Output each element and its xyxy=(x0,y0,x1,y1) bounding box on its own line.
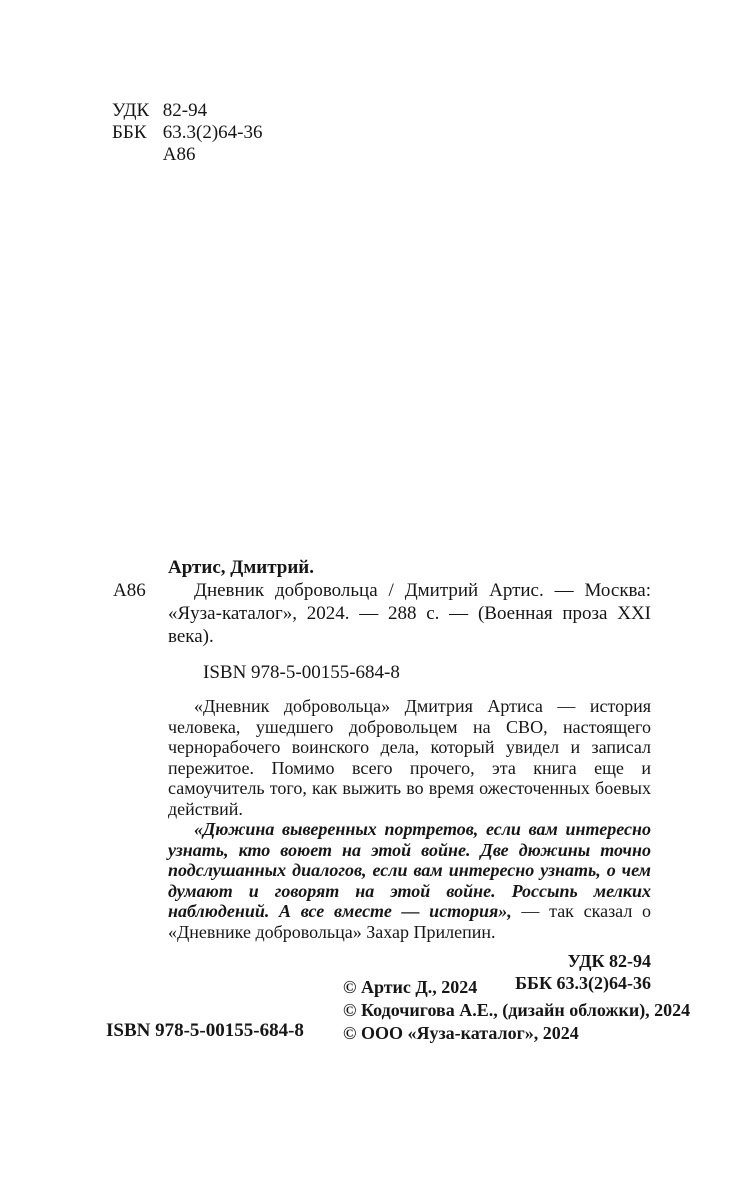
bibliographic-description: Дневник добровольца / Дмитрий Артис. — Москва: «Яуза-каталог», 2024. — 288 с. — (Военная проза XXI века). xyxy=(168,580,651,647)
quote-text: «Дюжина выверенных портретов, если вам интересно узнать, кто воюет на этой войне. Две дюжины точно подслушанных диалогов, если вам интересно узнать, о чем думают и говорят на этой войне. Россыпь мелких наблюдений. А все вместе — история», xyxy=(168,819,651,921)
isbn-line: ISBN 978-5-00155-684-8 xyxy=(203,662,400,683)
imprint-main-block xyxy=(113,556,651,994)
bbk-row xyxy=(112,122,262,144)
udk-value: 82-94 xyxy=(162,100,208,121)
author-sign-row xyxy=(112,144,262,166)
quote-attribution: — так сказал о «Дневнике добровольца» Захар Прилепин. xyxy=(168,901,651,942)
copyright-block xyxy=(343,976,690,1045)
author-heading: Артис, Дмитрий. xyxy=(168,557,314,578)
udk-bottom: УДК 82-94 xyxy=(567,951,651,971)
udk-row xyxy=(112,100,262,122)
bibliographic-entry xyxy=(113,579,651,648)
review-quote-paragraph xyxy=(168,819,651,942)
copyright-line-author: © Артис Д., 2024 xyxy=(343,977,478,997)
copyright-line-publisher: © ООО «Яуза-каталог», 2024 xyxy=(343,1023,579,1043)
top-cataloguing-codes xyxy=(112,100,262,166)
annotation-paragraph: «Дневник добровольца» Дмитрия Артиса — история человека, ушедшего добровольцем на СВО, настоящего чернорабочего воинского дела, который увидел и записал пережитое. Помимо всего прочего, эта книга еще и самоучитель того, как выжить во время ожесточенных боевых действий. xyxy=(168,696,651,819)
bbk-label: ББК xyxy=(112,122,147,143)
bbk-bottom: ББК 63.3(2)64-36 xyxy=(515,973,651,993)
copyright-line-designer: © Кодочигова А.Е., (дизайн обложки), 2024 xyxy=(343,1000,691,1020)
author-sign: А86 xyxy=(162,144,196,165)
bbk-value: 63.3(2)64-36 xyxy=(162,122,263,143)
isbn-bottom: ISBN 978-5-00155-684-8 xyxy=(106,1020,304,1041)
author-sign-margin: А86 xyxy=(113,580,146,601)
udk-label: УДК xyxy=(112,100,150,121)
